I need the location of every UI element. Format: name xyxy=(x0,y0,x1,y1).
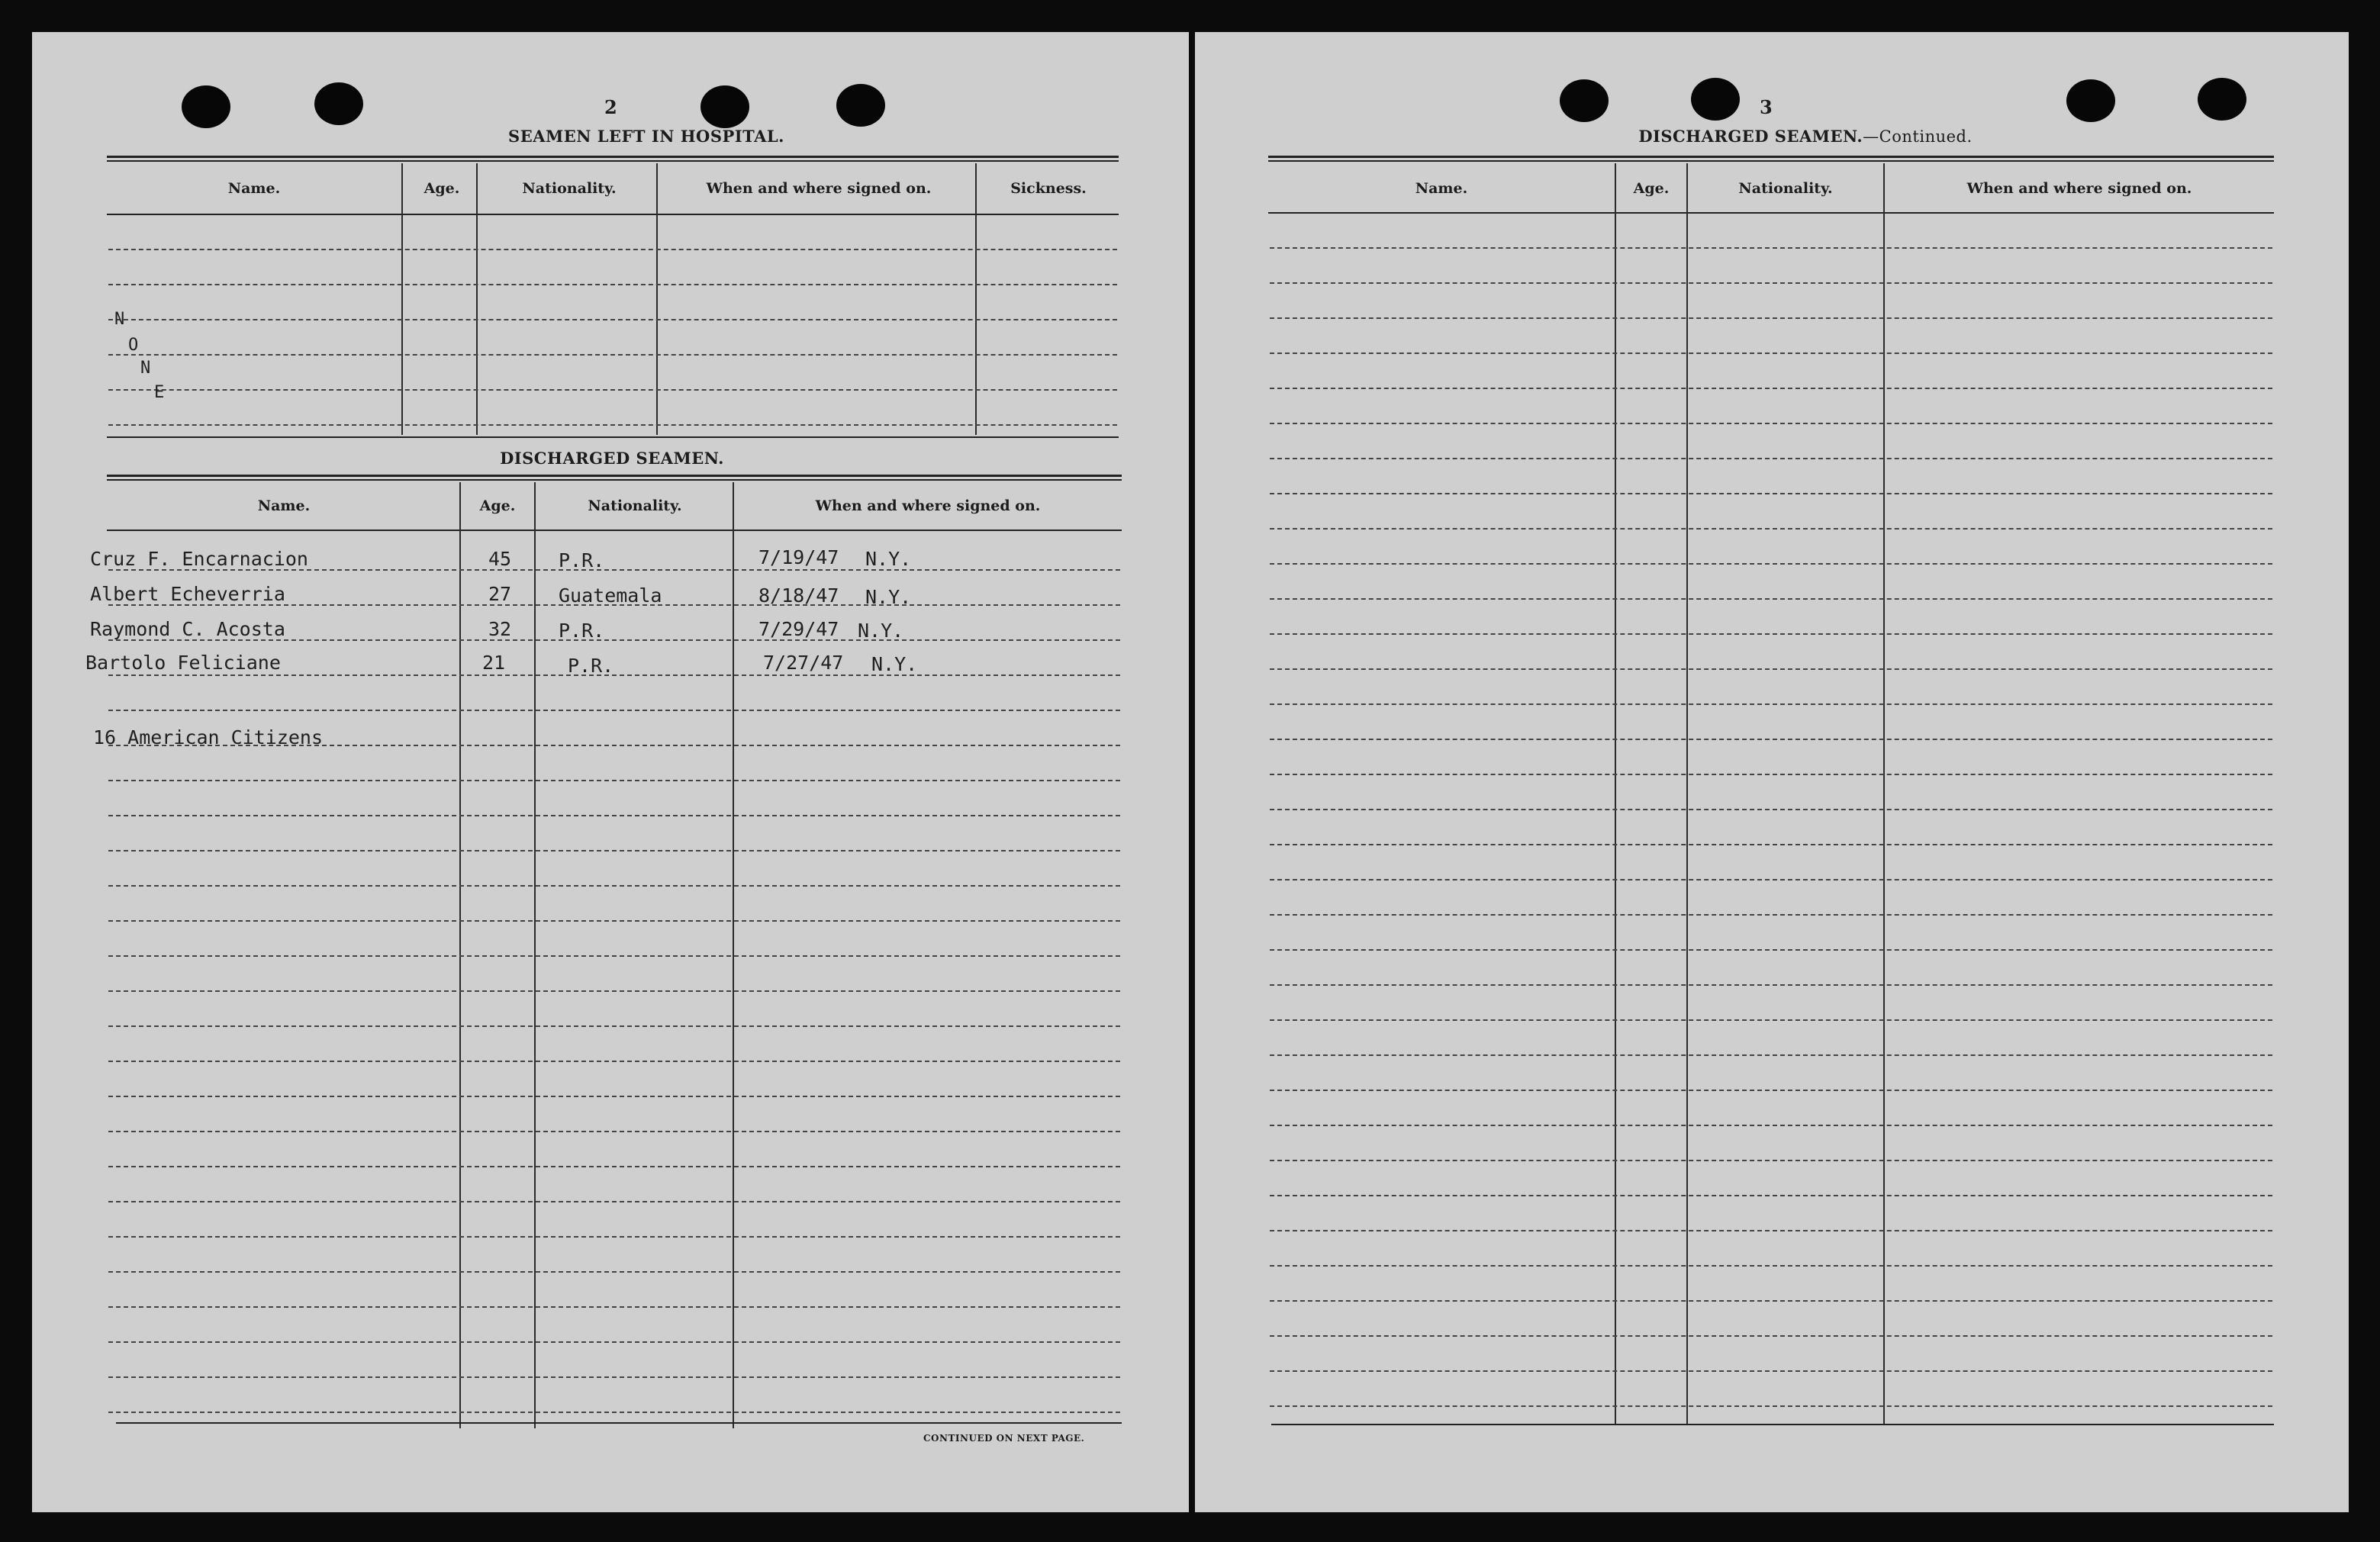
signed-on-place: N.Y. xyxy=(871,653,918,675)
entry-letter: N xyxy=(140,359,151,378)
signed-on-date: 7/29/47 xyxy=(758,618,839,640)
column-header: Nationality. xyxy=(522,180,617,197)
signed-on-place: N.Y. xyxy=(858,620,904,642)
seaman-nationality: P.R. xyxy=(568,655,614,677)
continued-note: CONTINUED ON NEXT PAGE. xyxy=(923,1433,1085,1444)
seaman-nationality: Guatemala xyxy=(559,584,662,607)
seaman-name: Cruz F. Encarnacion xyxy=(90,548,308,570)
seaman-nationality: P.R. xyxy=(559,620,605,642)
seaman-name: Bartolo Feliciane xyxy=(85,652,281,674)
hospital-section-title: SEAMEN LEFT IN HOSPITAL. xyxy=(508,127,784,146)
seaman-age: 32 xyxy=(488,618,512,640)
column-header: Age. xyxy=(1633,180,1670,197)
punch-hole xyxy=(700,85,749,128)
column-header: When and where signed on. xyxy=(815,497,1041,514)
seaman-name: Raymond C. Acosta xyxy=(90,618,285,640)
discharged-section-title: DISCHARGED SEAMEN. xyxy=(500,449,724,468)
seaman-name: Albert Echeverria xyxy=(90,583,285,605)
signed-on-place: N.Y. xyxy=(865,586,912,608)
entry-letter: E xyxy=(154,383,165,402)
column-header: Age. xyxy=(424,180,460,197)
signed-on-date: 8/18/47 xyxy=(758,584,839,607)
seaman-age: 21 xyxy=(482,652,506,674)
seaman-age: 27 xyxy=(488,583,512,605)
discharged-continued-title: DISCHARGED SEAMEN.—Continued. xyxy=(1638,127,1973,146)
column-header: Nationality. xyxy=(588,497,682,514)
column-header: When and where signed on. xyxy=(706,180,932,197)
punch-hole xyxy=(2066,79,2115,122)
left-page xyxy=(32,32,1189,1512)
punch-hole xyxy=(2198,78,2246,121)
page-number: 2 xyxy=(604,96,617,118)
entry-letter: O xyxy=(128,336,139,355)
signed-on-place: N.Y. xyxy=(865,548,912,570)
column-header: When and where signed on. xyxy=(1966,180,2192,197)
column-header: Age. xyxy=(479,497,516,514)
right-page xyxy=(1195,32,2349,1512)
signed-on-date: 7/27/47 xyxy=(763,652,844,674)
column-header: Name. xyxy=(1415,180,1468,197)
punch-hole xyxy=(836,84,885,127)
page-number: 3 xyxy=(1760,96,1773,118)
citizens-note: 16 American Citizens xyxy=(93,726,324,748)
column-header: Sickness. xyxy=(1010,180,1087,197)
column-header: Nationality. xyxy=(1738,180,1833,197)
signed-on-date: 7/19/47 xyxy=(758,546,839,568)
entry-letter: N xyxy=(114,310,125,329)
seaman-nationality: P.R. xyxy=(559,549,605,571)
seaman-age: 45 xyxy=(488,548,512,570)
punch-hole xyxy=(182,85,230,128)
column-header: Name. xyxy=(227,180,281,197)
punch-hole xyxy=(1560,79,1609,122)
punch-hole xyxy=(1691,78,1740,121)
column-header: Name. xyxy=(257,497,311,514)
punch-hole xyxy=(314,82,363,125)
